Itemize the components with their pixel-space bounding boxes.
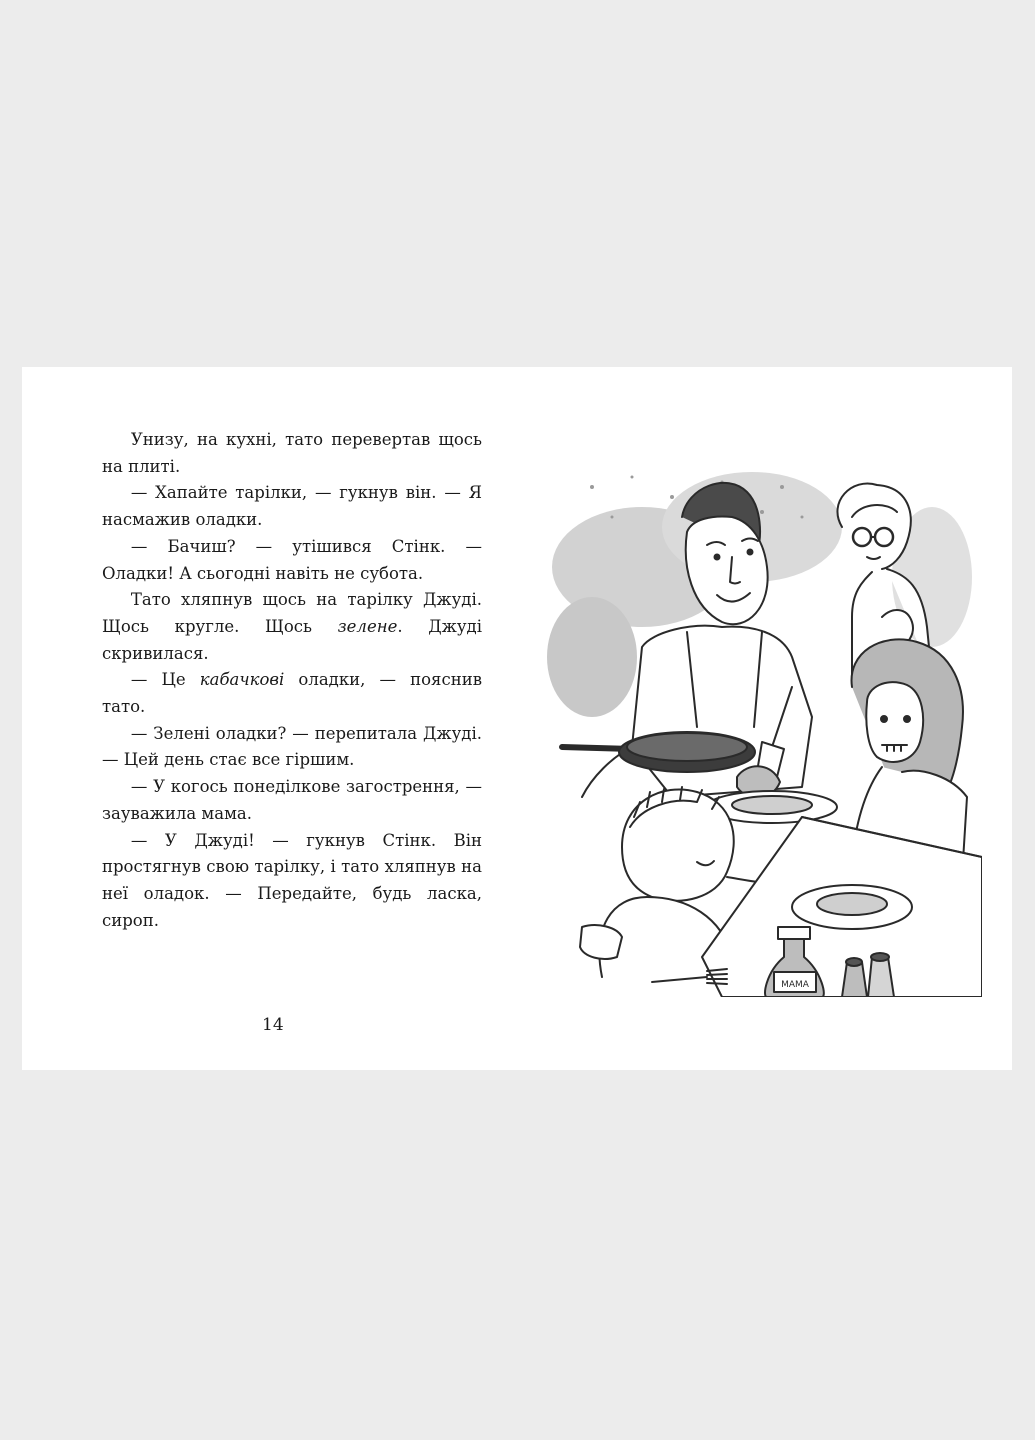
text-column — [102, 427, 482, 934]
frying-pan — [562, 732, 755, 772]
paragraph — [102, 774, 482, 827]
paragraph — [102, 427, 482, 480]
page-number: 14 — [262, 1015, 284, 1035]
text-run: Унизу, на кухні, тато перевертав щось на плиті. — [102, 430, 482, 476]
text-run: оладки, — пояснив тато. — [102, 670, 482, 717]
text-run: — Бачиш? — утішився Стінк. — Оладки! А сьогодні навіть не субота. — [102, 536, 482, 583]
paragraph — [102, 721, 482, 774]
paragraph — [102, 534, 482, 587]
text-run: . Джуді скривилася. — [102, 616, 482, 663]
paragraph — [102, 587, 482, 667]
text-run: — Це — [130, 670, 200, 690]
italic-text: кабачкові — [199, 670, 285, 690]
italic-text: зелене — [337, 616, 398, 636]
table-plate — [792, 885, 912, 929]
paragraph — [102, 667, 482, 720]
text-run: — Зелені оладки? — перепитала Джуді. — Цей день стає все гіршим. — [102, 723, 482, 770]
book-spread — [22, 367, 1012, 1070]
bottle-label: MAMA — [781, 980, 809, 990]
paragraph — [102, 828, 482, 935]
text-run: — У Джуді! — гукнув Стінк. Він простягнув свою тарілку, і тато хляпнув на неї оладок. — Передайте, будь ласка, сироп. — [102, 830, 482, 930]
text-run: Тато хляпнув щось на тарілку Джуді. Щось кругле. Щось — [102, 590, 482, 636]
kitchen-breakfast-illustration — [522, 457, 982, 997]
text-run: — У когось понеділкове загострення, — зауважила мама. — [102, 777, 482, 823]
paragraph — [102, 480, 482, 533]
text-run: — Хапайте тарілки, — гукнув він. — Я насмажив оладки. — [102, 483, 482, 530]
